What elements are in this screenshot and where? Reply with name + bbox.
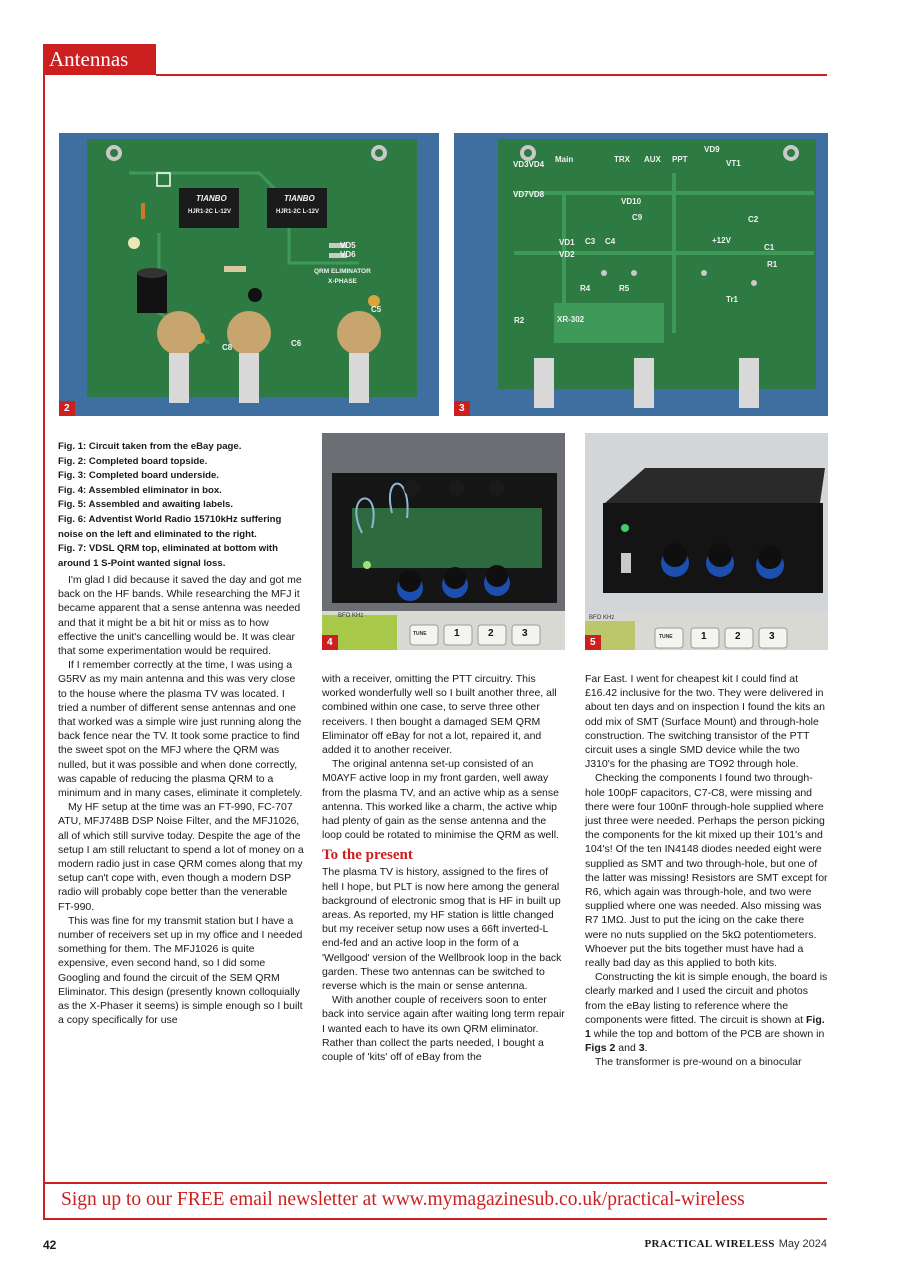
newsletter-banner[interactable]	[43, 1182, 827, 1220]
qrm-label-1: QRM ELIMINATOR	[314, 268, 371, 275]
col3-paragraph-2: Checking the components I found two through-hole 100pF capacitors, C7-C8, were missing and there were four 100nF through-hole supplied where just three were needed. Perhaps the person picking the components for the kit mixed up their 101's and 104's! Of the ten IN4148 diodes needed eight were supplied as SMT and two through-hole, but one of the latter was missing! Resistors are SMT except for R6, which again was through-hole, and two were supplied where one was needed. Also missing was R7 1MΩ. Just to put the icing on the cake there were no nuts supplied on the 5kΩ potentiometers. Whoever put the bits together must have had a really bad day as this applied to both kits.	[585, 772, 828, 970]
article-column-2	[322, 672, 565, 1064]
magazine-name: PRACTICAL WIRELESS	[644, 1238, 775, 1250]
caption-fig3: Fig. 3: Completed board underside.	[58, 470, 219, 482]
pcb-3-label-16: C4	[605, 237, 616, 246]
vd-label: VD5 VD6	[340, 241, 356, 259]
col1-paragraph-4: This was fine for my transmit station but I have a number of receivers set up in my office and I needed something for them. The MFJ1026 is quite expensive, even second hand, so I did some Googling and found the circuit of the SEM QRM Eliminator. This design (presently known colloquially as the X-Phaser it seems) is simple enough so I built a copy specifically for use	[58, 914, 303, 1027]
figure-4-number: 4	[322, 635, 338, 650]
fig5-display-label: BFO KHz	[589, 615, 615, 621]
section-heading: To the present	[322, 847, 413, 864]
pcb-3-label-11: +12V	[712, 236, 731, 245]
relay-1-brand: TIANBO	[196, 194, 227, 203]
pcb-3-label-5: VD9	[704, 145, 720, 154]
col3-p3-and: and	[615, 1042, 639, 1055]
fig5-key-2: 2	[735, 631, 741, 642]
col2-paragraph-4: With another couple of receivers soon to enter back into service again after waiting long term repair I wanted each to have its own QRM eliminator. Rather than collect the parts needed, I bought a couple of 'kits' off of eBay from the	[322, 994, 565, 1064]
figure-3-photo	[454, 133, 828, 416]
figure-captions	[58, 440, 305, 571]
relay-2-model: HJR1-2C L-12V	[276, 209, 320, 215]
caption-fig7: Fig. 7: VDSL QRM top, eliminated at bottom with around 1 S-Point wanted signal loss.	[58, 543, 278, 569]
fig4-display-label: BFO KHz	[338, 613, 364, 619]
c8-label: C8	[222, 343, 233, 352]
article-column-3	[585, 672, 828, 1070]
caption-fig1: Fig. 1: Circuit taken from the eBay page.	[58, 441, 242, 452]
caption-fig5: Fig. 5: Assembled and awaiting labels.	[58, 499, 234, 511]
pcb-3-label-10: C2	[748, 215, 759, 224]
relay-1-model: HJR1-2C L-12V	[188, 209, 232, 215]
pcb-topside-illustration	[59, 133, 439, 416]
pcb-3-label-13: VD1	[559, 238, 575, 247]
pcb-3-label-1: Main	[555, 155, 574, 164]
fig5-key-tune: TUNE	[659, 634, 673, 640]
pcb-3-label-9: C9	[632, 213, 643, 222]
pcb-3-label-2: TRX	[614, 155, 630, 164]
col1-paragraph-1: I'm glad I did because it saved the day and got me back on the HF bands. While researching the MFJ it became apparent that a sense antenna was needed and that it might be a bit hit or miss as to how effective the unit's cancelling would be. It was clear that some experimentation would be required.	[58, 574, 302, 658]
fig4-key-1: 1	[454, 628, 460, 639]
pcb-3-label-7: VD7VD8	[513, 190, 545, 199]
issue-date: May 2024	[778, 1238, 827, 1250]
fig1-ref: Fig. 1	[585, 1013, 825, 1041]
magazine-footer	[644, 1238, 827, 1250]
article-column-1	[58, 573, 305, 1028]
col3-p3-period: .	[644, 1042, 648, 1055]
pcb-underside-illustration	[454, 133, 828, 416]
col3-paragraph-1: Far East. I went for cheapest kit I could find at £16.42 inclusive for the two. They were delivered in about ten days and on inspection I found the kits an odd mix of SMT (Surface Mount) and through-hole construction. The switching transistor of the PTT circuit uses a single SMD device while the two J310's for the phasing are TO92 through hole.	[585, 673, 825, 771]
qrm-label-2: X-PHASE	[328, 278, 357, 285]
figure-2-photo	[59, 133, 439, 416]
pcb-3-label-15: C3	[585, 237, 596, 246]
pcb-3-label-0: VD3VD4	[513, 160, 545, 169]
col3-p3-text-b: while the top and bottom of the PCB are shown in	[590, 1028, 825, 1041]
page-frame-left-rule	[43, 44, 45, 1220]
caption-fig4: Fig. 4: Assembled eliminator in box.	[58, 484, 222, 496]
figure-2-number: 2	[59, 401, 75, 416]
newsletter-text[interactable]: Sign up to our FREE email newsletter at www.mymagazinesub.co.uk/practical-wireless	[61, 1189, 745, 1210]
section-tab: Antennas	[43, 44, 156, 75]
fig4-key-3: 3	[522, 628, 528, 639]
col3-paragraph-4: The transformer is pre-wound on a binocular	[595, 1056, 802, 1069]
fig3-ref: 3	[638, 1042, 645, 1055]
pcb-3-label-4: PPT	[672, 155, 688, 164]
figure-5-photo	[585, 433, 828, 650]
pcb-3-label-20: XR-302	[557, 315, 585, 324]
caption-fig2: Fig. 2: Completed board topside.	[58, 455, 208, 467]
col2-paragraph-2: The original antenna set-up consisted of an M0AYF active loop in my front garden, well away from the plasma TV, and an active whip as a sense antenna. This worked like a charm, the active whip had plenty of gain as the sense antenna and the loop could be rotated to minimise the QRM as well.	[322, 758, 559, 842]
pcb-3-label-22: R2	[514, 316, 525, 325]
header-rule	[156, 74, 827, 76]
col3-p3-text-a: Constructing the kit is simple enough, the board is clearly marked and I used the circuit and photos from the eBay listing to reference where the components were fitted. The circuit is shown at	[585, 971, 828, 1026]
figure-5-number: 5	[585, 635, 601, 650]
caption-fig6: Fig. 6: Adventist World Radio 15710kHz suffering noise on the left and eliminated to the right.	[58, 513, 282, 540]
figure-4-photo	[322, 433, 565, 650]
box-awaiting-labels-illustration	[585, 433, 828, 650]
col3-paragraph-3	[585, 970, 828, 1055]
pcb-3-label-6: VT1	[726, 159, 741, 168]
pcb-3-label-17: R1	[767, 260, 778, 269]
fig5-key-3: 3	[769, 631, 775, 642]
relay-2-brand: TIANBO	[284, 194, 315, 203]
pcb-3-label-12: C1	[764, 243, 775, 252]
col2-paragraph-1: with a receiver, omitting the PTT circuitry. This worked wonderfully well so I built another three, all combined within one case, to serve three other receivers. I then bought a damaged SEM QRM Eliminator off eBay for not a lot, repaired it, and added it to another receiver.	[322, 673, 557, 757]
pcb-3-label-8: VD10	[621, 197, 642, 206]
col1-paragraph-2: If I remember correctly at the time, I was using a G5RV as my main antenna and this was very close to the house where the plasma TV was located. I tried a number of different sense antennas and one that worked was a simple wire just running along the back fence near the TV. It took some practice to find the sweet spot on the MFJ where the QRM was nulled, but it was possible and when done correctly, was capable of reducing the plasma QRM to a minimum and in many cases, eliminate it completely.	[58, 659, 303, 800]
pcb-3-label-18: R4	[580, 284, 591, 293]
fig4-key-tune: TUNE	[413, 631, 427, 637]
pcb-3-label-21: Tr1	[726, 295, 739, 304]
fig5-key-1: 1	[701, 631, 707, 642]
fig4-key-2: 2	[488, 628, 494, 639]
pcb-3-label-19: R5	[619, 284, 630, 293]
figure-3-number: 3	[454, 401, 470, 416]
page-number: 42	[43, 1238, 57, 1252]
col1-paragraph-3: My HF setup at the time was an FT-990, FC-707 ATU, MFJ748B DSP Noise Filter, and the MFJ1026, all of which still survive today. Despite the age of the setup I am still reluctant to spend a lot of money on a modern radio just in case QRM comes along that my setup can't cope with, even though a modern DSP radio will probably cope better than the venerable FT-990.	[58, 801, 304, 913]
col2-paragraph-3: The plasma TV is history, assigned to the fires of hell I hope, but PLT is now here among the general background of electronic smog that is HF in built up areas. As reported, my HF station is little changed but my receiver setup now uses a 66ft inverted-L end-fed and an active loop in the form of a 'Wellgood' version of the Wellbrook loop in the back garden. These two antennas can be switched to reverse which is the main or sense antenna.	[322, 866, 562, 993]
figs2-ref: Figs 2	[585, 1042, 616, 1055]
c6-label: C6	[291, 339, 302, 348]
pcb-3-label-14: VD2	[559, 250, 575, 259]
c5-label: C5	[371, 305, 382, 314]
pcb-3-label-3: AUX	[644, 155, 661, 164]
